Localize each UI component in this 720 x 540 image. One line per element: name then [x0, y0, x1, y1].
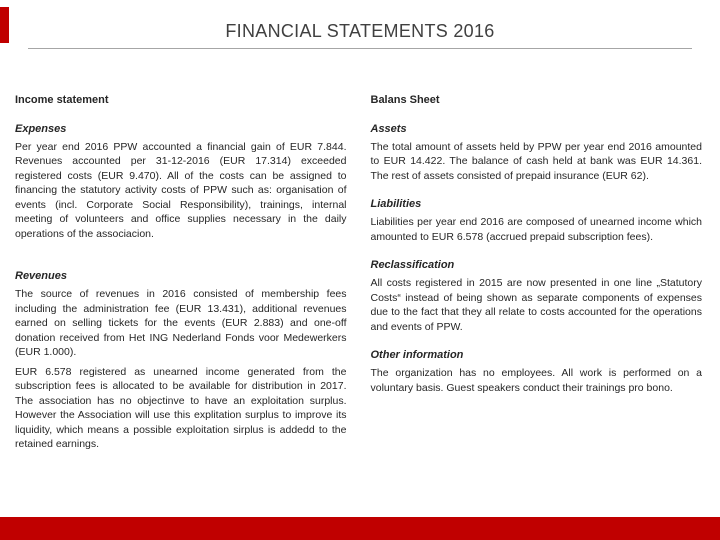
expenses-subheading: Expenses: [15, 123, 67, 135]
expenses-paragraph: Per year end 2016 PPW accounted a financial gain of EUR 7.844. Revenues accounted per 31-12-2016 (EUR 17.314) exceeded registered costs (EUR 9.470). All of the costs can be assigned to financing the statutory activity costs of PPW such as: organisation of events (incl. Corporate Social Responsibility), trainings, internal meeting of volunteers and office supplies necessary in the daily operations of the associacion.: [15, 141, 347, 240]
slide-body: [15, 94, 702, 500]
title-divider: [28, 48, 692, 49]
income-statement-heading: Income statement: [15, 94, 109, 106]
column-balance-sheet: [371, 94, 703, 500]
assets-paragraph: The total amount of assets held by PPW per year end 2016 amounted to EUR 14.422. The balance of cash held at bank was EUR 14.361. The rest of assets consisted of prepaid insurance (EUR 62).: [370, 141, 702, 182]
revenues-subheading: Revenues: [15, 270, 67, 283]
reclassification-paragraph: All costs registered in 2015 are now presented in one line „Statutory Costs“ instead of being shown as separate components of expenses due to the fact that they all relate to costs accounted for the operations and events of PPW.: [370, 277, 702, 333]
revenues-paragraph-2: EUR 6.578 registered as unearned income generated from the subscription fees is allocated to be available for distribution in 2017. The association has no objectinve to have an exploitation surplus. However the Association will use this explitation surplus to improve its liquidity, which means a possible exploitation sirplus is addedd to the retained earnings.: [15, 365, 347, 451]
reclassification-subheading: Reclassification: [370, 259, 455, 272]
other-information-subheading: Other information: [370, 349, 464, 362]
slide-title: FINANCIAL STATEMENTS 2016: [225, 21, 495, 41]
section-revenues: [15, 270, 347, 451]
balance-sheet-heading: Balans Sheet: [370, 94, 440, 106]
section-expenses: [15, 123, 347, 241]
bottom-accent-bar: [0, 517, 720, 540]
other-information-paragraph: The organization has no employees. All work is performed on a voluntary basis. Guest speakers conduct their trainings pro bono.: [370, 367, 702, 394]
section-reclassification: [371, 259, 703, 334]
section-other-information: [371, 349, 703, 395]
revenues-paragraph-1: The source of revenues in 2016 consisted of membership fees including the administration fee (EUR 13.431), additional revenues earned on selling tickets for the events (EUR 2.883) and one-off donation received from Het ING Nederland Fonds voor Medewerkers (EUR 1.000).: [15, 288, 347, 359]
assets-subheading: Assets: [370, 123, 407, 135]
section-liabilities: [371, 198, 703, 244]
liabilities-paragraph: Liabilities per year end 2016 are composed of unearned income which amounted to EUR 6.578 (accrued prepaid subscription fees).: [370, 216, 702, 243]
column-income-statement: [15, 94, 347, 500]
liabilities-subheading: Liabilities: [370, 198, 422, 211]
section-assets: [371, 123, 703, 183]
